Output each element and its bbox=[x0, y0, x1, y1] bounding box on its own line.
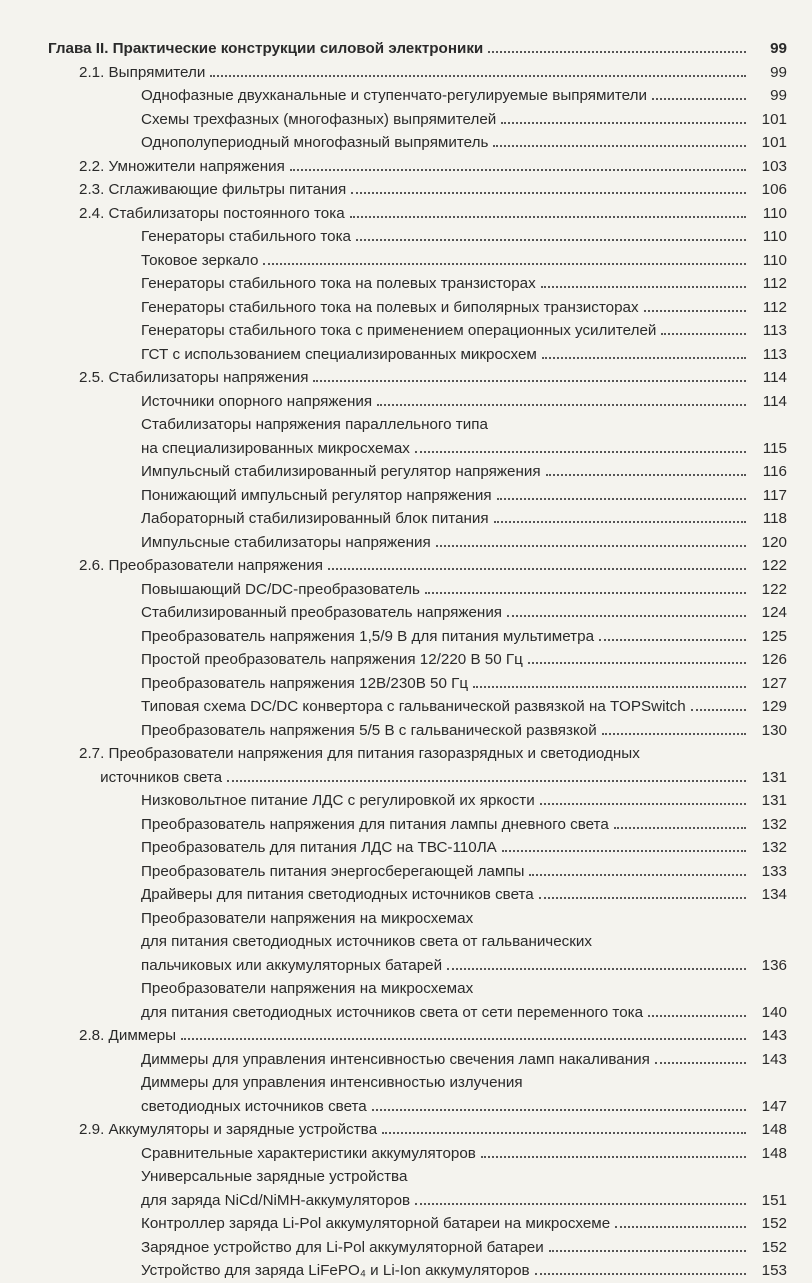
toc-entry-title: Импульсный стабилизированный регулятор напряжения bbox=[141, 460, 544, 484]
dot-leader bbox=[539, 897, 746, 899]
toc-entry-row bbox=[141, 578, 812, 602]
dot-leader bbox=[447, 968, 746, 970]
toc-entry-row bbox=[141, 249, 812, 273]
toc-entry-title: Низковольтное питание ЛДС с регулировкой их яркости bbox=[141, 789, 538, 813]
dot-leader bbox=[502, 850, 746, 852]
dot-leader bbox=[481, 1156, 746, 1158]
toc-entry-row bbox=[141, 343, 812, 367]
toc-entry-row bbox=[141, 648, 812, 672]
toc-entry-row bbox=[141, 319, 812, 343]
dot-leader bbox=[540, 803, 746, 805]
toc-entry-title: Однофазные двухканальные и ступенчато-регулируемые выпрямители bbox=[141, 84, 650, 108]
toc-entry-row bbox=[141, 437, 812, 461]
dot-leader bbox=[648, 1015, 746, 1017]
toc-entry-row bbox=[141, 836, 812, 860]
toc-subsection bbox=[0, 108, 812, 132]
toc-entry-title: 2.3. Сглаживающие фильтры питания bbox=[79, 178, 349, 202]
toc-entry-row bbox=[141, 272, 812, 296]
toc-subsection bbox=[0, 907, 812, 978]
toc-entry-line: Универсальные зарядные устройства bbox=[141, 1168, 408, 1185]
toc-entry-title: 2.8. Диммеры bbox=[79, 1024, 179, 1048]
toc-subsection bbox=[0, 836, 812, 860]
toc-entry-title: 2.6. Преобразователи напряжения bbox=[79, 554, 326, 578]
toc-entry-row bbox=[48, 37, 812, 61]
dot-leader bbox=[356, 239, 746, 241]
toc-entry-row bbox=[141, 1212, 812, 1236]
toc-page-number: 106 bbox=[759, 178, 787, 202]
dot-leader bbox=[615, 1226, 746, 1228]
toc-page-number: 122 bbox=[759, 554, 787, 578]
toc-entry-title: Генераторы стабильного тока bbox=[141, 225, 354, 249]
toc-entry-row bbox=[141, 296, 812, 320]
toc-chapter bbox=[0, 37, 812, 61]
toc-subsection bbox=[0, 460, 812, 484]
dot-leader bbox=[415, 1203, 746, 1205]
dot-leader bbox=[644, 310, 746, 312]
toc-subsection bbox=[0, 249, 812, 273]
toc-section bbox=[0, 61, 812, 85]
toc-subsection bbox=[0, 813, 812, 837]
toc-subsection bbox=[0, 1236, 812, 1260]
toc-page-number: 101 bbox=[759, 108, 787, 132]
toc-page-number: 122 bbox=[759, 578, 787, 602]
toc-entry-title: Генераторы стабильного тока на полевых и биполярных транзисторах bbox=[141, 296, 642, 320]
dot-leader bbox=[473, 686, 746, 688]
toc-subsection bbox=[0, 883, 812, 907]
toc-subsection bbox=[0, 601, 812, 625]
toc-page-number: 99 bbox=[767, 37, 787, 61]
toc-entry-title: ГСТ с использованием специализированных микросхем bbox=[141, 343, 540, 367]
toc-entry-title: Генераторы стабильного тока с применением операционных усилителей bbox=[141, 319, 659, 343]
toc-section bbox=[0, 742, 812, 789]
toc-entry-row bbox=[141, 883, 812, 907]
toc-page-number: 115 bbox=[760, 437, 787, 461]
toc-page-number: 103 bbox=[759, 155, 787, 179]
toc-entry-title: светодиодных источников света bbox=[141, 1095, 370, 1119]
toc-entry-title: 2.1. Выпрямители bbox=[79, 61, 208, 85]
dot-leader bbox=[501, 122, 746, 124]
toc-entry-row bbox=[79, 61, 812, 85]
toc-entry-line: Стабилизаторы напряжения параллельного типа bbox=[141, 416, 488, 433]
toc-page-number: 117 bbox=[760, 484, 787, 508]
dot-leader bbox=[599, 639, 746, 641]
toc-subsection bbox=[0, 507, 812, 531]
toc-entry-title: Преобразователь напряжения для питания лампы дневного света bbox=[141, 813, 612, 837]
dot-leader bbox=[372, 1109, 746, 1111]
toc-entry-title: Преобразователь напряжения 5/5 В с гальванической развязкой bbox=[141, 719, 600, 743]
toc-entry-title: Генераторы стабильного тока на полевых транзисторах bbox=[141, 272, 539, 296]
toc-entry-title: Контроллер заряда Li-Pol аккумуляторной батареи на микросхеме bbox=[141, 1212, 613, 1236]
dot-leader bbox=[652, 98, 746, 100]
toc-entry-row bbox=[141, 131, 812, 155]
toc-entry-row bbox=[79, 178, 812, 202]
toc-page-number: 118 bbox=[760, 507, 787, 531]
toc-subsection bbox=[0, 578, 812, 602]
toc-entry-row bbox=[79, 766, 812, 790]
toc-page-number: 110 bbox=[760, 202, 787, 226]
toc-entry-title: для питания светодиодных источников света от сети переменного тока bbox=[141, 1001, 646, 1025]
toc-entry-title: Лабораторный стабилизированный блок питания bbox=[141, 507, 492, 531]
toc-entry-row bbox=[141, 625, 812, 649]
toc-page-number: 120 bbox=[759, 531, 787, 555]
toc-subsection bbox=[0, 1142, 812, 1166]
toc-entry-title: Драйверы для питания светодиодных источников света bbox=[141, 883, 537, 907]
toc-entry-row bbox=[141, 1095, 812, 1119]
dot-leader bbox=[350, 216, 746, 218]
toc-entry-row bbox=[141, 860, 812, 884]
toc-subsection bbox=[0, 131, 812, 155]
dot-leader bbox=[691, 709, 746, 711]
toc-entry-title: Глава II. Практические конструкции силовой электроники bbox=[48, 37, 486, 61]
dot-leader bbox=[602, 733, 746, 735]
dot-leader bbox=[655, 1062, 746, 1064]
toc-entry-title: Источники опорного напряжения bbox=[141, 390, 375, 414]
toc-entry-row bbox=[141, 507, 812, 531]
toc-entry-row bbox=[79, 554, 812, 578]
toc-entry-row bbox=[141, 601, 812, 625]
toc-section bbox=[0, 202, 812, 226]
toc-subsection bbox=[0, 484, 812, 508]
dot-leader bbox=[493, 145, 746, 147]
toc-subsection bbox=[0, 977, 812, 1024]
toc-entry-row bbox=[79, 1024, 812, 1048]
dot-leader bbox=[290, 169, 746, 171]
toc-subsection bbox=[0, 390, 812, 414]
toc-entry-title: на специализированных микросхемах bbox=[141, 437, 413, 461]
toc-entry-title: Схемы трехфазных (многофазных) выпрямителей bbox=[141, 108, 499, 132]
toc-page-number: 99 bbox=[767, 84, 787, 108]
toc-page-number: 112 bbox=[760, 296, 787, 320]
toc-page-number: 148 bbox=[759, 1118, 787, 1142]
dot-leader bbox=[507, 615, 746, 617]
toc-page-number: 101 bbox=[759, 131, 787, 155]
toc-entry-title: 2.2. Умножители напряжения bbox=[79, 155, 288, 179]
toc-entry-title: Простой преобразователь напряжения 12/220 В 50 Гц bbox=[141, 648, 526, 672]
toc-entry-title: Сравнительные характеристики аккумуляторов bbox=[141, 1142, 479, 1166]
toc-entry-row bbox=[141, 672, 812, 696]
toc-entry-row bbox=[79, 155, 812, 179]
toc-page-number: 133 bbox=[759, 860, 787, 884]
toc-entry-title: 2.9. Аккумуляторы и зарядные устройства bbox=[79, 1118, 380, 1142]
toc-entry-title: Преобразователь напряжения 1,5/9 В для питания мультиметра bbox=[141, 625, 597, 649]
toc-entry-line: Диммеры для управления интенсивностью излучения bbox=[141, 1074, 523, 1091]
toc-entry-line: Преобразователи напряжения на микросхемах bbox=[141, 980, 474, 997]
toc-entry-row bbox=[141, 1236, 812, 1260]
toc-subsection bbox=[0, 695, 812, 719]
dot-leader bbox=[535, 1273, 746, 1275]
toc-page-number: 131 bbox=[759, 789, 787, 813]
toc-section bbox=[0, 366, 812, 390]
dot-leader bbox=[425, 592, 746, 594]
toc-entry-row bbox=[141, 1189, 812, 1213]
toc-page-number: 110 bbox=[760, 225, 787, 249]
toc-entry-row bbox=[79, 366, 812, 390]
toc-subsection bbox=[0, 1212, 812, 1236]
toc-page-number: 152 bbox=[759, 1236, 787, 1260]
toc-entry-title: Однополупериодный многофазный выпрямитель bbox=[141, 131, 491, 155]
toc-page-number: 132 bbox=[759, 836, 787, 860]
toc-page-number: 130 bbox=[759, 719, 787, 743]
toc-entry-title: Преобразователь питания энергосберегающей лампы bbox=[141, 860, 527, 884]
toc-entry-title: Токовое зеркало bbox=[141, 249, 261, 273]
toc-entry-row bbox=[141, 1001, 812, 1025]
toc-entry-row bbox=[141, 1048, 812, 1072]
toc-entry-row bbox=[141, 954, 812, 978]
dot-leader bbox=[529, 874, 746, 876]
dot-leader bbox=[181, 1038, 746, 1040]
toc-section bbox=[0, 1118, 812, 1142]
toc-entry-title: для заряда NiCd/NiMH-аккумуляторов bbox=[141, 1189, 413, 1213]
toc-subsection bbox=[0, 531, 812, 555]
toc-page-number: 110 bbox=[760, 249, 787, 273]
toc-page-number: 143 bbox=[759, 1024, 787, 1048]
toc-entry-row bbox=[141, 789, 812, 813]
toc-entry-row bbox=[141, 813, 812, 837]
toc-page-number: 136 bbox=[759, 954, 787, 978]
toc-entry-row bbox=[79, 202, 812, 226]
toc-page-number: 152 bbox=[759, 1212, 787, 1236]
toc-page-number: 126 bbox=[759, 648, 787, 672]
toc-page-number: 114 bbox=[760, 390, 787, 414]
toc-page-number: 112 bbox=[760, 272, 787, 296]
toc-entry-title: Стабилизированный преобразователь напряжения bbox=[141, 601, 505, 625]
dot-leader bbox=[549, 1250, 746, 1252]
dot-leader bbox=[541, 286, 746, 288]
table-of-contents bbox=[0, 37, 812, 1283]
dot-leader bbox=[436, 545, 746, 547]
toc-section bbox=[0, 178, 812, 202]
toc-section bbox=[0, 1024, 812, 1048]
toc-page-number: 125 bbox=[759, 625, 787, 649]
toc-subsection bbox=[0, 789, 812, 813]
toc-entry-row bbox=[141, 390, 812, 414]
toc-entry-line: для питания светодиодных источников света от гальванических bbox=[141, 933, 592, 950]
toc-entry-title: Преобразователь напряжения 12В/230В 50 Гц bbox=[141, 672, 471, 696]
toc-entry-title: Зарядное устройство для Li-Pol аккумуляторной батареи bbox=[141, 1236, 547, 1260]
dot-leader bbox=[415, 451, 746, 453]
toc-subsection bbox=[0, 319, 812, 343]
dot-leader bbox=[546, 474, 746, 476]
dot-leader bbox=[377, 404, 746, 406]
toc-entry-row bbox=[141, 84, 812, 108]
toc-page-number: 153 bbox=[759, 1259, 787, 1283]
toc-entry-row bbox=[141, 719, 812, 743]
toc-subsection bbox=[0, 84, 812, 108]
dot-leader bbox=[313, 380, 746, 382]
dot-leader bbox=[328, 568, 746, 570]
toc-subsection bbox=[0, 672, 812, 696]
toc-entry-row bbox=[141, 225, 812, 249]
toc-page-number: 151 bbox=[759, 1189, 787, 1213]
toc-subsection bbox=[0, 343, 812, 367]
toc-page-number: 114 bbox=[760, 366, 787, 390]
toc-entry-row bbox=[141, 695, 812, 719]
toc-page-number: 132 bbox=[759, 813, 787, 837]
toc-entry-row bbox=[141, 1259, 812, 1283]
dot-leader bbox=[528, 662, 746, 664]
dot-leader bbox=[661, 333, 746, 335]
toc-page-number: 134 bbox=[759, 883, 787, 907]
toc-page-number: 140 bbox=[759, 1001, 787, 1025]
toc-subsection bbox=[0, 1165, 812, 1212]
toc-entry-title: Устройство для заряда LiFePO₄ и Li-Ion аккумуляторов bbox=[141, 1259, 533, 1283]
toc-page-number: 113 bbox=[760, 319, 787, 343]
toc-section bbox=[0, 554, 812, 578]
toc-page-number: 124 bbox=[759, 601, 787, 625]
toc-entry-title: Понижающий импульсный регулятор напряжения bbox=[141, 484, 495, 508]
toc-entry-title: 2.4. Стабилизаторы постоянного тока bbox=[79, 202, 348, 226]
dot-leader bbox=[542, 357, 746, 359]
toc-entry-title: Типовая схема DC/DC конвертора с гальванической развязкой на TOPSwitch bbox=[141, 695, 689, 719]
toc-page-number: 129 bbox=[759, 695, 787, 719]
toc-subsection bbox=[0, 719, 812, 743]
dot-leader bbox=[382, 1132, 746, 1134]
toc-entry-title: Диммеры для управления интенсивностью свечения ламп накаливания bbox=[141, 1048, 653, 1072]
toc-page-number: 143 bbox=[759, 1048, 787, 1072]
dot-leader bbox=[210, 75, 746, 77]
toc-section bbox=[0, 155, 812, 179]
toc-entry-title: пальчиковых или аккумуляторных батарей bbox=[141, 954, 445, 978]
toc-entry-row bbox=[141, 1142, 812, 1166]
toc-subsection bbox=[0, 1259, 812, 1283]
toc-entry-title: Повышающий DC/DC-преобразователь bbox=[141, 578, 423, 602]
toc-entry-line: 2.7. Преобразователи напряжения для питания газоразрядных и светодиодных bbox=[79, 745, 640, 762]
toc-entry-row bbox=[141, 484, 812, 508]
toc-entry-title: источников света bbox=[79, 766, 225, 790]
toc-page-number: 99 bbox=[767, 61, 787, 85]
toc-subsection bbox=[0, 272, 812, 296]
toc-page-number: 127 bbox=[759, 672, 787, 696]
toc-entry-row bbox=[141, 531, 812, 555]
toc-page-number: 131 bbox=[759, 766, 787, 790]
toc-page-number: 113 bbox=[760, 343, 787, 367]
toc-entry-row bbox=[141, 460, 812, 484]
dot-leader bbox=[263, 263, 746, 265]
toc-page-number: 148 bbox=[759, 1142, 787, 1166]
toc-subsection bbox=[0, 648, 812, 672]
toc-page-number: 116 bbox=[760, 460, 787, 484]
toc-subsection bbox=[0, 1048, 812, 1072]
dot-leader bbox=[614, 827, 746, 829]
toc-page-number: 147 bbox=[759, 1095, 787, 1119]
toc-subsection bbox=[0, 860, 812, 884]
dot-leader bbox=[351, 192, 746, 194]
dot-leader bbox=[488, 51, 746, 53]
toc-subsection bbox=[0, 625, 812, 649]
toc-entry-title: Преобразователь для питания ЛДС на ТВС-110ЛА bbox=[141, 836, 500, 860]
toc-entry-line: Преобразователи напряжения на микросхемах bbox=[141, 909, 474, 927]
toc-entry-row bbox=[141, 108, 812, 132]
toc-subsection bbox=[0, 413, 812, 460]
toc-entry-title: 2.5. Стабилизаторы напряжения bbox=[79, 366, 311, 390]
toc-subsection bbox=[0, 296, 812, 320]
toc-subsection bbox=[0, 225, 812, 249]
dot-leader bbox=[227, 780, 746, 782]
toc-entry-row bbox=[79, 1118, 812, 1142]
dot-leader bbox=[494, 521, 746, 523]
dot-leader bbox=[497, 498, 746, 500]
toc-subsection bbox=[0, 1071, 812, 1118]
toc-entry-title: Импульсные стабилизаторы напряжения bbox=[141, 531, 434, 555]
